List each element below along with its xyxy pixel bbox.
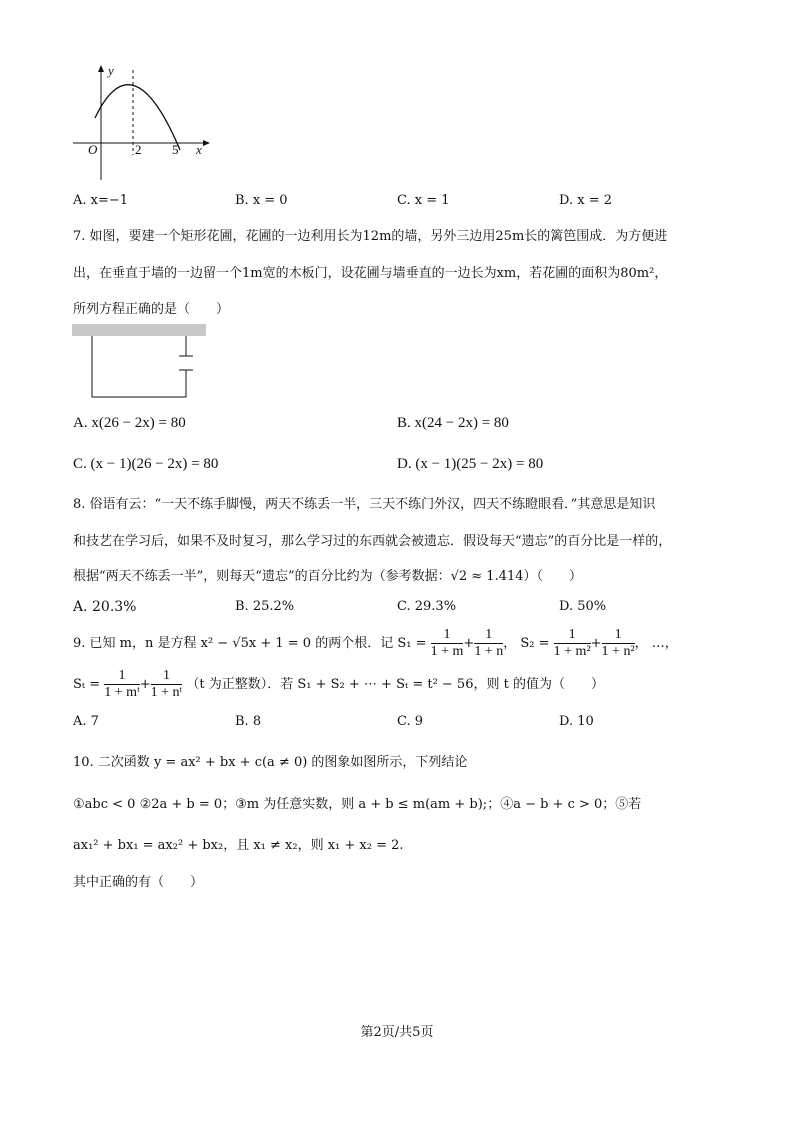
q7-option-a[interactable]: A. x(26 − 2x) = 80 [73,415,186,431]
q9-option-d[interactable]: D. 10 [559,714,594,729]
q9-option-b[interactable]: B. 8 [235,714,262,729]
q7-option-b[interactable]: B. x(24 − 2x) = 80 [397,415,509,431]
q10-line-1: 10. 二次函数 y = ax² + bx + c(a ≠ 0) 的图象如图所示，下列结论 [73,755,468,770]
q10-line-3: ax₁² + bx₁ = ax₂² + bx₂，且 x₁ ≠ x₂，则 x₁ + x₂ = 2. [73,838,404,853]
graph-tick-5: 5 [172,142,179,157]
q9-option-c[interactable]: C. 9 [397,714,424,729]
q7-line-3: 所列方程正确的是（ ） [73,302,230,317]
q8-line-3: 根据“两天不练丢一半”，则每天“遗忘”的百分比约为（参考数据：√2 ≈ 1.414）（ ） [73,569,583,584]
page-footer: 第2页/共5页 [360,1025,434,1040]
garden-diagram [70,322,210,402]
q8-line-2: 和技艺在学习后，如果不及时复习，那么学习过的东西就会被遗忘．假设每天“遗忘”的百分比是一样的， [73,534,672,549]
q9-line-1: 9. 已知 m，n 是方程 x² − √5x + 1 = 0 的两个根．记 S₁ = $\frac{1}{1 + m}$ + $\frac{1}{1 + n}$ ， S₂ = $\frac{1}{\text{1 + m²}}$ + $\frac{1}{\text{1 + n²}}$ ， …， [73,627,678,659]
q9-option-a[interactable]: A. 7 [73,714,99,729]
q6-option-b[interactable]: B. x = 0 [235,193,288,208]
q8-option-a[interactable]: A. 20.3% [73,599,137,615]
graph-tick-2: 2 [135,142,142,157]
q6-option-c[interactable]: C. x = 1 [397,193,450,208]
q9-line-2: Sₜ = $\frac{1}{\text{1 + mᵗ}}$ + $\frac{1}{\text{1 + nᵗ}}$ （t 为正整数）．若 S₁ + S₂ + ⋯ + Sₜ = t² − 56，则 t 的值为（ ） [73,668,604,700]
q6-option-d[interactable]: D. x = 2 [559,193,612,208]
q10-line-2: ①abc < 0 ②2a + b = 0；③m 为任意实数，则 a + b ≤ m(am + b);；④a − b + c > 0；⑤若 [73,797,642,812]
parabola-graph [70,60,210,185]
graph-origin-label: O [88,142,98,157]
q7-line-2: 出，在垂直于墙的一边留一个1m宽的木板门，设花圃与墙垂直的一边长为xm，若花圃的面积为80m²， [73,266,668,281]
q8-option-d[interactable]: D. 50% [559,599,607,614]
q8-option-c[interactable]: C. 29.3% [397,599,457,614]
q8-option-b[interactable]: B. 25.2% [235,599,295,614]
graph-y-label: y [108,63,114,78]
graph-x-label: x [196,142,202,157]
q10-line-4: 其中正确的有（ ） [73,875,204,890]
q6-option-a[interactable]: A. x=−1 [73,193,129,208]
q7-option-c[interactable]: C. (x − 1)(26 − 2x) = 80 [73,456,219,472]
q7-line-1: 7. 如图，要建一个矩形花圃，花圃的一边利用长为12m的墙，另外三边用25m长的篱笆围成．为方便进 [73,229,668,244]
q7-option-d[interactable]: D. (x − 1)(25 − 2x) = 80 [397,456,544,472]
q8-line-1: 8. 俗语有云：“一天不练手脚慢，两天不练丢一半，三天不练门外汉，四天不练瞪眼看．”其意思是知识 [73,497,656,512]
